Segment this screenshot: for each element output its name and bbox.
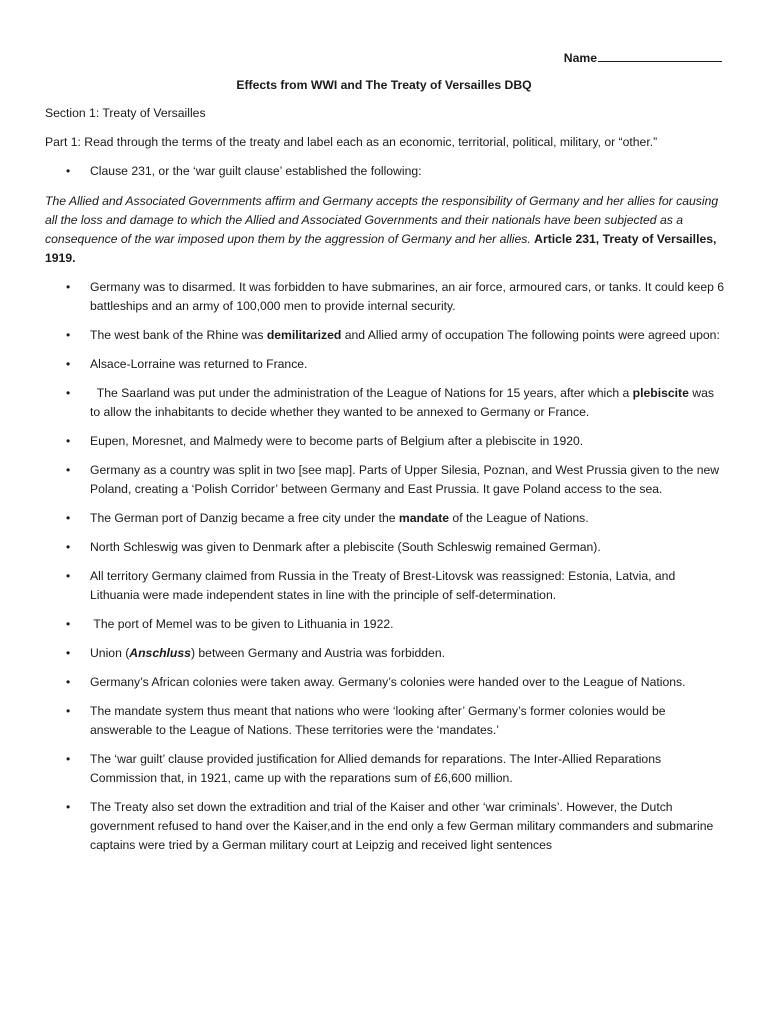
list-item [45,326,725,345]
list-item [45,673,725,692]
term-text: Eupen, Moresnet, and Malmedy were to become parts of Belgium after a plebiscite in 1920. [90,434,584,448]
bullet-icon: • [66,617,71,631]
bullet-icon: • [66,386,71,400]
term-text: The port of Memel was to be given to Lithuania in 1922. [93,617,394,631]
intro-list [45,162,725,181]
term-text: North Schleswig was given to Denmark after a plebiscite (South Schleswig remained German). [90,540,601,554]
bullet-icon: • [66,280,71,294]
bullet-icon: • [66,675,71,689]
list-item [45,461,725,499]
document-title: Effects from WWI and The Treaty of Versailles DBQ [236,78,532,92]
article-231-quote [45,192,725,268]
instructions: Part 1: Read through the terms of the treaty and label each as an economic, territorial, political, military, or “other.” [45,135,658,149]
term-text: Alsace-Lorraine was returned to France. [90,357,308,371]
term-text: Germany as a country was split in two [see map]. Parts of Upper Silesia, Poznan, and West Prussia given to the new Poland, creating a ‘Polish Corridor’ between Germany and East Prussia. It gave Poland access to the sea. [90,463,720,496]
term-text: The Treaty also set down the extradition and trial of the Kaiser and other ‘war criminals’. However, the Dutch government refused to hand over the Kaiser,and in the end only a few German military commanders and submarine captains were tried by a German military court at Leipzig and received light sentences [90,800,714,852]
term-text: The mandate system thus meant that nations who were ‘looking after’ Germany’s former colonies would be answerable to the League of Nations. These territories were the ‘mandates.’ [90,704,666,737]
bullet-icon: • [66,704,71,718]
intro-bullet-text: Clause 231, or the ‘war guilt clause’ established the following: [90,164,422,178]
term-text: ) between Germany and Austria was forbidden. [190,646,445,660]
bullet-icon: • [66,569,71,583]
term-text: and Allied army of occupation The following points were agreed upon: [341,328,720,342]
term-text: The west bank of the Rhine was [90,328,267,342]
quote-citation: Article 231, Treaty of Versailles, 1919. [45,232,717,265]
list-item [45,509,725,528]
bullet-icon: • [66,540,71,554]
list-item [45,355,725,374]
list-item [45,384,725,422]
name-field [564,48,722,68]
term-text: Germany was to disarmed. It was forbidden to have submarines, an air force, armoured cars, or tanks. It could keep 6 battleships and an army of 100,000 men to provide internal security. [90,280,725,313]
list-item [45,278,725,316]
list-item [45,798,725,855]
term-text: was to allow the inhabitants to decide whether they wanted to be annexed to Germany or France. [90,386,714,419]
term-text: All territory Germany claimed from Russia in the Treaty of Brest-Litovsk was reassigned: Estonia, Latvia, and Lithuania were made independent states in line with the principle of self-determination. [90,569,676,602]
quote-text: The Allied and Associated Governments affirm and Germany accepts the responsibility of Germany and her allies for causing all the loss and damage to which the Allied and Associated Governments and their nationals have been subjected as a consequence of the war imposed upon them by the aggression of Germany and her allies. [45,194,719,246]
list-item [45,750,725,788]
section-heading: Section 1: Treaty of Versailles [45,106,206,120]
list-item [45,538,725,557]
term-text: Union ( [90,646,130,660]
term-keyword: plebiscite [632,386,689,400]
list-item [45,162,725,181]
bullet-icon: • [66,511,71,525]
list-item [45,702,725,740]
term-keyword: mandate [398,511,450,525]
bullet-icon: • [66,164,71,178]
bullet-icon: • [66,463,71,477]
bullet-icon: • [66,646,71,660]
term-text: The Saarland was put under the administration of the League of Nations for 15 years, after which a [96,386,633,400]
term-keyword: demilitarized [266,328,342,342]
term-text: The German port of Danzig became a free city under the [90,511,399,525]
term-text: The ‘war guilt’ clause provided justification for Allied demands for reparations. The Inter-Allied Reparations Commission that, in 1921, came up with the reparations sum of £6,600 million. [90,752,662,785]
term-text: Germany’s African colonies were taken away. Germany’s colonies were handed over to the League of Nations. [90,675,686,689]
list-item [45,644,725,663]
treaty-terms-list [45,278,725,855]
bullet-icon: • [66,357,71,371]
list-item [45,567,725,605]
document-body [45,104,725,865]
list-item [45,432,725,451]
bullet-icon: • [66,752,71,766]
bullet-icon: • [66,434,71,448]
name-label: Name [563,51,597,65]
term-text: of the League of Nations. [449,511,589,525]
name-blank-line[interactable] [598,48,722,62]
list-item [45,615,725,634]
bullet-icon: • [66,800,71,814]
bullet-icon: • [66,328,71,342]
term-keyword: Anschluss [129,646,191,660]
